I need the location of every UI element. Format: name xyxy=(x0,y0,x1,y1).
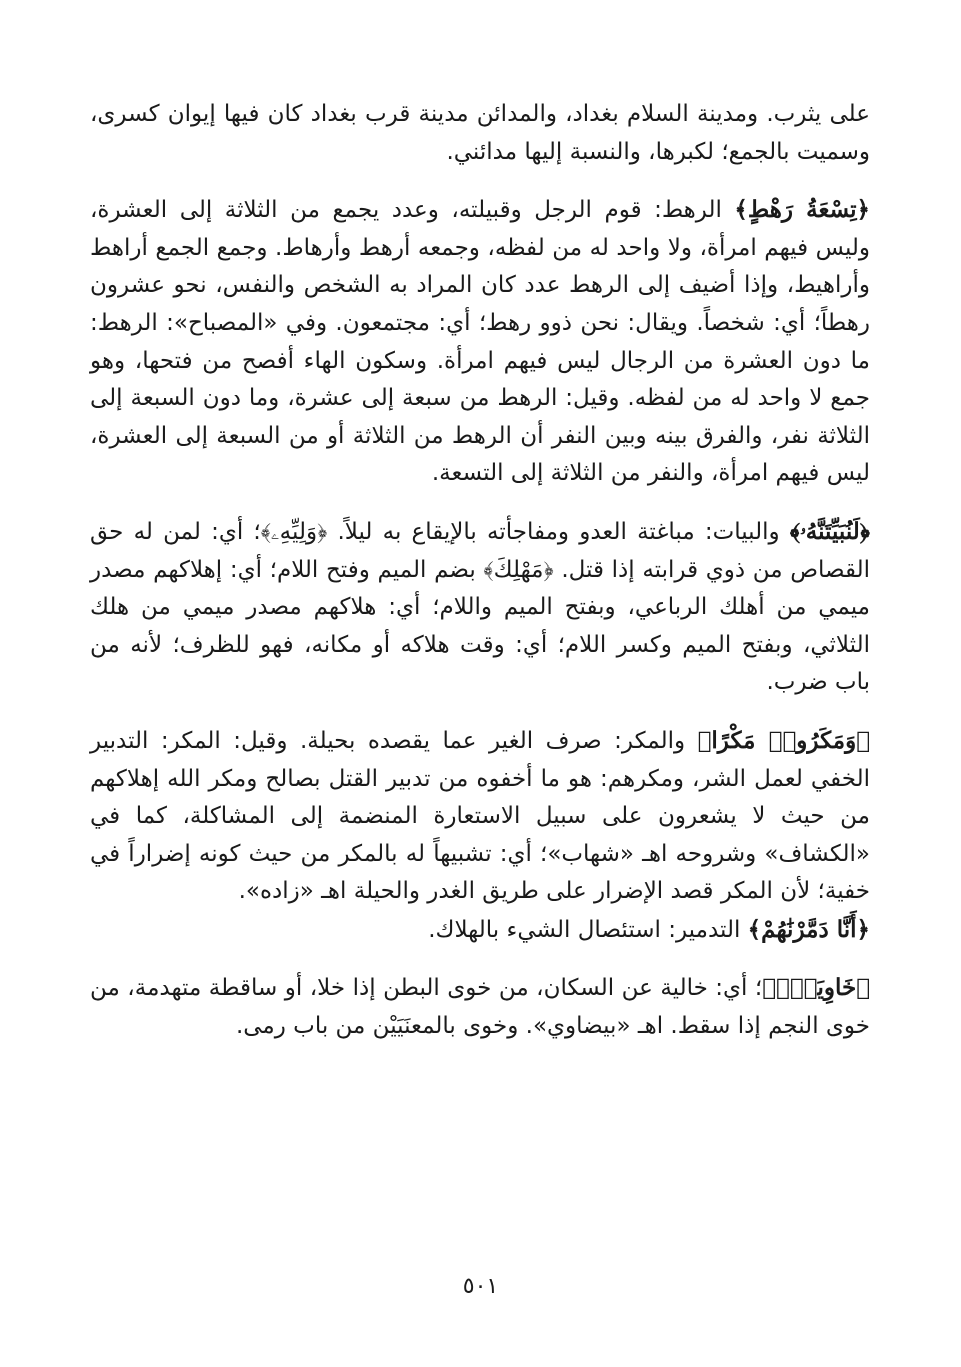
paragraph-raht xyxy=(90,191,870,493)
quran-phrase: ﴿أَنَّا دَمَّرْنَٰهُمْ﴾ xyxy=(747,915,870,943)
paragraph-text: على يثرب. ومدينة السلام بغداد، والمدائن مدينة قرب بغداد كان فيها إيوان كسرى، وسميت بالجمع؛ لكبرها، والنسبة إليها مدائني. xyxy=(90,101,870,165)
paragraph-makr xyxy=(90,722,870,911)
paragraph-text: والبيات: مباغتة العدو ومفاجأته بالإيقاع به ليلاً. ﴿وَلِيِّهِۦ﴾؛ أي: لمن له حق القصاص من ذوي قرابته إذا قتل. ﴿مَهْلِكَ﴾ بضم الميم وفتح اللام؛ أي: إهلاكهم مصدر ميمي من أهلك الرباعي، وبفتح الميم واللام؛ أي: هلاكهم مصدر ميمي من هلك الثلاثي، وبفتح الميم وكسر اللام؛ أي: وقت هلاكه أو مكانه، فهو للظرف؛ لأنه من باب ضرب. xyxy=(90,518,870,696)
quran-phrase: ﴿وَمَكَرُوا۟ مَكْرًا﴾ xyxy=(697,726,870,754)
page-number: ٥٠١ xyxy=(462,1274,499,1299)
quran-phrase: ﴿خَاوِيَةًۢ﴾ xyxy=(762,974,870,1002)
paragraph-madain xyxy=(90,96,870,171)
paragraph-text: ؛ أي: خالية عن السكان، من خوى البطن إذا خلا، أو ساقطة متهدمة، من خوى النجم إذا سقط. اهـ «بيضاوي». وخوى بالمعنَيَيْن من باب رمى. xyxy=(90,975,870,1040)
quran-phrase: ﴿تِسْعَةُ رَهْطٍ﴾ xyxy=(734,196,871,224)
paragraph-text: الرهط: قوم الرجل وقبيلته، وعدد يجمع من الثلاثة إلى العشرة، وليس فيهم امرأة، ولا واحد له من لفظه، وجمعه أرهط وأرهاط. وجمع الجمع أراهط وأراهيط، وإذا أضيف إلى الرهط عدد كان المراد به الشخص والنفس، نحو عشرون رهطاً؛ أي: شخصاً. ويقال: نحن ذوو رهط؛ أي: مجتمعون. وفي «المصباح»: الرهط: ما دون العشرة من الرجال ليس فيهم امرأة. وسكون الهاء أفصح من فتحها، وهو جمع لا واحد له من لفظه. وقيل: الرهط من سبعة إلى عشرة، وما دون السبعة إلى الثلاثة نفر، والفرق بينه وبين النفر أن الرهط من الثلاثة أو من السبعة إلى العشرة، ليس فيهم امرأة، والنفر من الثلاثة إلى التسعة. xyxy=(90,197,870,487)
paragraph-text: والمكر: صرف الغير عما يقصده بحيلة. وقيل: المكر: التدبير الخفي لعمل الشر، ومكرهم: هو ما أخفوه من تدبير القتل بصالح ومكر الله إهلاكهم من حيث لا يشعرون على سبيل الاستعارة المنضمة إلى المشاكلة، كما في «الكشاف» وشروحه اهـ «شهاب»؛ أي: تشبيهاً له بالمكر من حيث كونه إضراراً في خفية؛ لأن المكر قصد الإضرار على طريق الغدر والحيلة اهـ «زاده». xyxy=(90,727,870,905)
paragraph-khawiya xyxy=(90,969,870,1045)
paragraph-bayat xyxy=(90,513,870,702)
page-body xyxy=(90,96,870,1046)
paragraph-tadmir xyxy=(90,911,870,950)
paragraph-text: التدمير: استئصال الشيء بالهلاك. xyxy=(428,916,748,943)
quran-phrase: ﴿لَنُبَيِّتَنَّهُۥ﴾ xyxy=(789,517,870,545)
